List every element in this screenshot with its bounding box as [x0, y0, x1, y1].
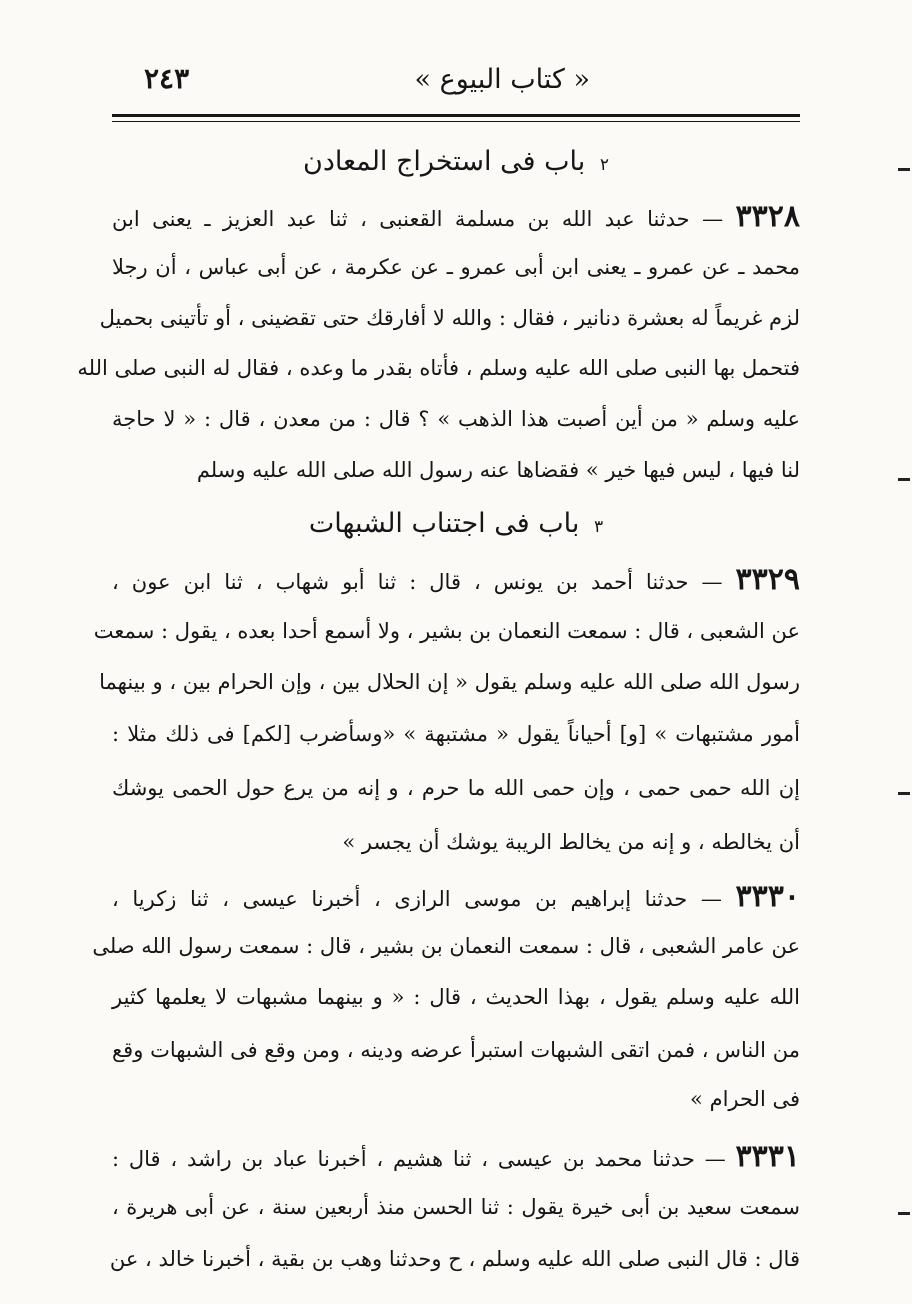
- hadith-3328-line-1: [112, 199, 800, 237]
- hadith-3328-line-6: لنا فيها ، ليس فيها خير » فقضاها عنه رسول الله صلى الله عليه وسلم: [196, 458, 800, 482]
- page-number: ٢٤٣: [144, 62, 190, 95]
- page-header: [140, 60, 780, 112]
- hadith-3330-line-3: الله عليه وسلم يقول ، بهذا الحديث ، قال : « و بينهما مشبهات لا يعلمها كثير: [112, 985, 800, 1009]
- running-title: « كتاب البيوع »: [414, 64, 590, 95]
- hadith-3331-line-1: [112, 1139, 800, 1177]
- hadith-3329-line-4: أمور مشتبهات » [و] أحياناً يقول « مشتبهة » «وسأضرب [لكم] فى ذلك مثلا :: [112, 722, 800, 746]
- hadith-3329-line-5: إن الله حمى حمى ، وإن حمى الله ما حرم ، و إنه من يرع حول الحمى يوشك: [112, 776, 800, 800]
- hadith-3328-line-3: لزم غريماً له بعشرة دنانير ، فقال : والله لا أفارقك حتى تقضينى ، أو تأتينى بحميل: [99, 306, 800, 330]
- hadith-text: — حدثنا إبراهيم بن موسى الرازى ، أخبرنا عيسى ، ثنا زكريا ،: [112, 887, 722, 911]
- section-heading-2: [112, 504, 800, 546]
- hadith-3329-line-3: رسول الله صلى الله عليه وسلم يقول « إن الحلال بين ، وإن الحرام بين ، و بينهما: [99, 670, 800, 694]
- header-rule-thin: [112, 121, 800, 122]
- hadith-number: ٣٣٢٨: [735, 199, 800, 234]
- section-number: ٣: [593, 517, 604, 537]
- hadith-3330-line-4: من الناس ، فمن اتقى الشبهات استبرأ عرضه ودينه ، ومن وقع فى الشبهات وقع: [112, 1038, 800, 1062]
- section-number: ٢: [599, 155, 610, 175]
- section-title: باب فى استخراج المعادن: [302, 146, 586, 177]
- hadith-3328-line-5: عليه وسلم « من أين أصبت هذا الذهب » ؟ قال : من معدن ، قال : « لا حاجة: [112, 407, 800, 431]
- hadith-3329-line-6: أن يخالطه ، و إنه من يخالط الريبة يوشك أن يجسر »: [342, 830, 800, 854]
- scan-edge-mark: [898, 792, 910, 795]
- hadith-3328-line-2: محمد ـ عن عمرو ـ يعنى ابن أبى عمرو ـ عن عكرمة ، عن أبى عباس ، أن رجلا: [112, 255, 801, 279]
- hadith-text: — حدثنا محمد بن عيسى ، ثنا هشيم ، أخبرنا عباد بن راشد ، قال :: [112, 1147, 726, 1171]
- hadith-text: — حدثنا أحمد بن يونس ، قال : ثنا أبو شهاب ، ثنا ابن عون ،: [112, 570, 723, 594]
- hadith-3330-line-5: فى الحرام »: [690, 1087, 800, 1111]
- hadith-3331-line-2: سمعت سعيد بن أبى خيرة يقول : ثنا الحسن منذ أربعين سنة ، عن أبى هريرة ،: [112, 1195, 800, 1219]
- hadith-number: ٣٣٣١: [735, 1139, 800, 1174]
- scan-edge-mark: [898, 1212, 910, 1215]
- section-heading-1: [112, 142, 800, 184]
- scan-edge-mark: [898, 478, 910, 481]
- hadith-number: ٣٣٢٩: [735, 562, 800, 597]
- hadith-3329-line-2: عن الشعبى ، قال : سمعت النعمان بن بشير ، ولا أسمع أحدا بعده ، يقول : سمعت: [93, 619, 800, 643]
- hadith-3330-line-2: عن عامر الشعبى ، قال : سمعت النعمان بن بشير ، قال : سمعت رسول الله صلى: [92, 934, 800, 958]
- hadith-3328-line-4: فتحمل بها النبى صلى الله عليه وسلم ، فأتاه بقدر ما وعده ، فقال له النبى صلى الله: [77, 356, 800, 380]
- hadith-3331-line-3: قال : قال النبى صلى الله عليه وسلم ، ح وحدثنا وهب بن بقية ، أخبرنا خالد ، عن: [109, 1247, 800, 1271]
- hadith-3329-line-1: [112, 562, 800, 600]
- hadith-text: — حدثنا عبد الله بن مسلمة القعنبى ، ثنا عبد العزيز ـ يعنى ابن: [112, 207, 724, 231]
- section-title: باب فى اجتناب الشبهات: [308, 508, 580, 539]
- header-rule: [112, 114, 800, 117]
- hadith-number: ٣٣٣٠: [735, 879, 800, 914]
- hadith-3330-line-1: [112, 879, 800, 917]
- scan-edge-mark: [898, 168, 910, 171]
